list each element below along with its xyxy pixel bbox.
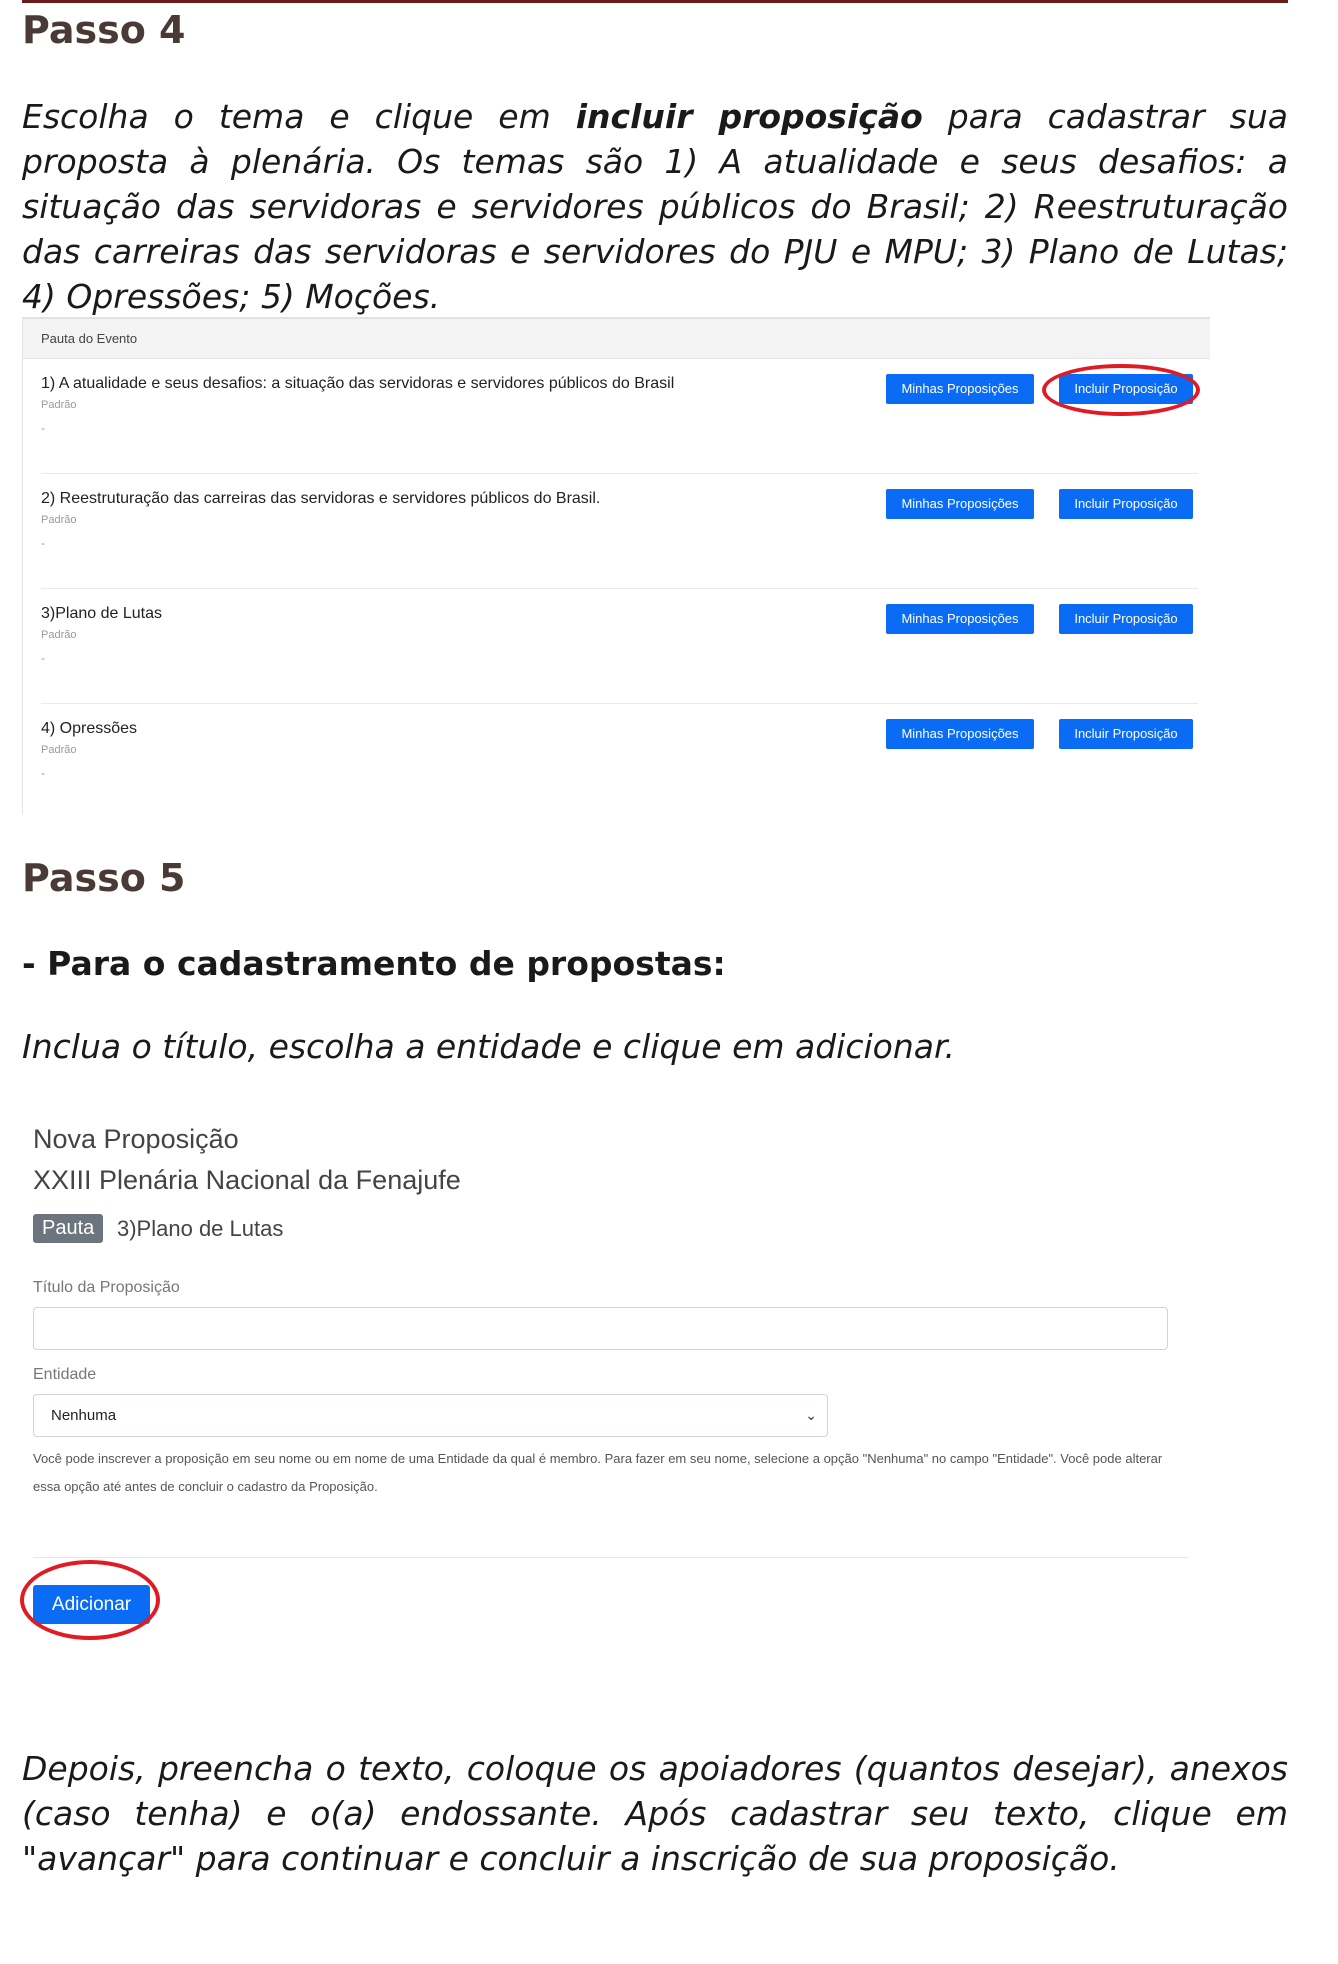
step5-subhead: - Para o cadastramento de propostas: (22, 944, 726, 983)
minhas-proposicoes-button[interactable]: Minhas Proposições (886, 719, 1034, 749)
pauta-row-title: 3)Plano de Lutas (41, 605, 162, 622)
pauta-row (41, 589, 1198, 704)
pauta-row-title: 2) Reestruturação das carreiras das servidoras e servidores públicos do Brasil. (41, 490, 601, 507)
entity-select[interactable] (33, 1394, 828, 1437)
pauta-panel (22, 317, 1210, 814)
step5-title: Passo 5 (22, 856, 186, 900)
title-input[interactable] (33, 1307, 1168, 1350)
entity-help-text: Você pode inscrever a proposição em seu nome ou em nome de uma Entidade da qual é membro. Para fazer em seu nome, selecione a opção "Nenhuma" no campo "Entidade". Você pode alterar essa opção até antes de concluir o cadastro da Proposição. (33, 1451, 1163, 1494)
title-field-label: Título da Proposição (33, 1279, 180, 1296)
pauta-row (41, 359, 1198, 474)
step4-instructions (22, 94, 1288, 319)
pauta-row-sub: Padrão (41, 629, 77, 641)
pauta-row-dash: - (41, 651, 45, 665)
pauta-row-sub: Padrão (41, 514, 77, 526)
pauta-value: 3)Plano de Lutas (117, 1216, 284, 1241)
entity-field-label: Entidade (33, 1366, 97, 1383)
pauta-row-title: 4) Opressões (41, 720, 138, 737)
pauta-badge: Pauta (33, 1214, 103, 1243)
form-heading: Nova Proposição (33, 1124, 239, 1154)
top-divider (22, 0, 1288, 3)
step4-text-b: para cadastrar sua proposta à plenária. Os temas são 1) A atualidade e seus desafios: a situação das servidoras e servidores públicos do Brasil; 2) Reestruturação das carreiras das servidoras e servidores do PJU e MPU; 3) Plano de Lutas; 4) Opressões; 5) Moções. (22, 97, 1288, 316)
footer-instructions: Depois, preencha o texto, coloque os apoiadores (quantos desejar), anexos (caso tenha) e o(a) endossante. Após cadastrar seu texto, clique em "avançar" para continuar e concluir a inscrição de sua proposição. (22, 1749, 1288, 1878)
pauta-header: Pauta do Evento (23, 317, 1210, 359)
minhas-proposicoes-button[interactable]: Minhas Proposições (886, 489, 1034, 519)
minhas-proposicoes-button[interactable]: Minhas Proposições (886, 374, 1034, 404)
incluir-proposicao-button[interactable]: Incluir Proposição (1059, 489, 1193, 519)
pauta-row-sub: Padrão (41, 399, 77, 411)
step4-text-a: Escolha o tema e clique em (22, 97, 576, 136)
event-name: XXIII Plenária Nacional da Fenajufe (33, 1165, 461, 1195)
pauta-row-dash: - (41, 421, 45, 435)
incluir-proposicao-button[interactable]: Incluir Proposição (1059, 374, 1193, 404)
pauta-row (41, 704, 1198, 819)
entity-selected-value: Nenhuma (51, 1407, 117, 1424)
step4-title: Passo 4 (22, 8, 186, 52)
minhas-proposicoes-button[interactable]: Minhas Proposições (886, 604, 1034, 634)
highlight-incluir-circle (1042, 364, 1200, 416)
adicionar-button[interactable]: Adicionar (33, 1585, 150, 1624)
step5-instructions: Inclua o título, escolha a entidade e clique em adicionar. (22, 1027, 956, 1066)
pauta-row-title: 1) A atualidade e seus desafios: a situação das servidoras e servidores públicos do Brasil (41, 375, 675, 392)
incluir-proposicao-button[interactable]: Incluir Proposição (1059, 719, 1193, 749)
form-divider (33, 1557, 1188, 1558)
pauta-row-dash: - (41, 536, 45, 550)
step4-text-bold: incluir proposição (575, 97, 923, 136)
pauta-row-dash: - (41, 766, 45, 780)
incluir-proposicao-button[interactable]: Incluir Proposição (1059, 604, 1193, 634)
pauta-row (41, 474, 1198, 589)
highlight-adicionar-circle (20, 1560, 160, 1640)
pauta-row-sub: Padrão (41, 744, 77, 756)
chevron-down-icon: ⌄ (805, 1407, 817, 1423)
